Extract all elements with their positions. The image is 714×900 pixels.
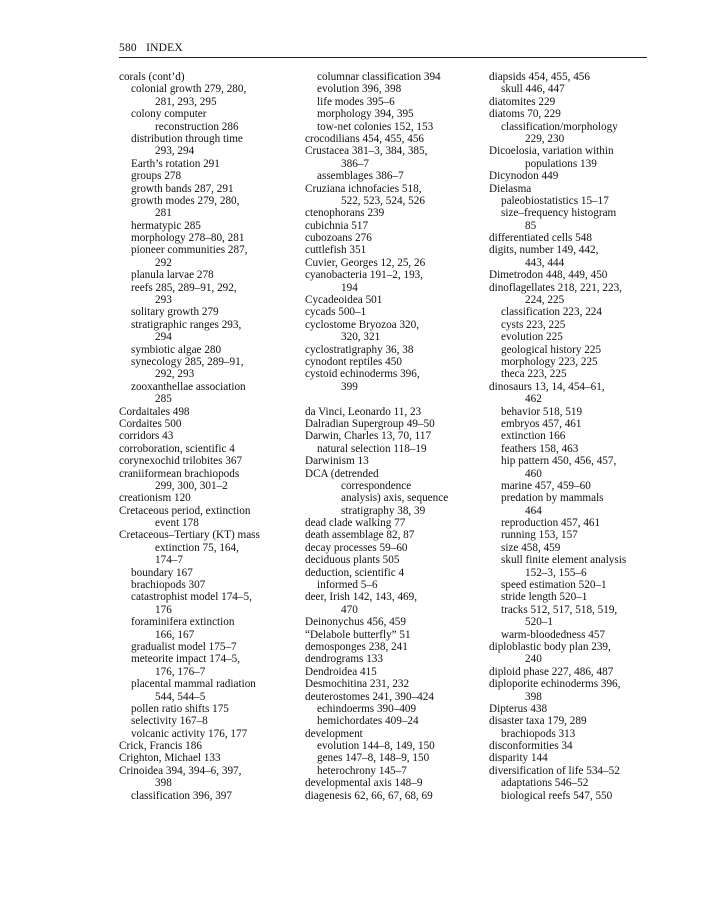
index-entry: classification/morphology [501,120,618,133]
header-rule [119,57,647,58]
index-entry: cubichnia 517 [305,219,369,232]
index-entry: diatoms 70, 229 [489,108,561,121]
index-entry: 166, 167 [155,628,195,641]
index-entry: echindoerms 390–409 [317,702,417,715]
index-entry: solitary growth 279 [131,306,219,319]
index-entry: extinction 166 [501,430,566,443]
index-entry: classification 396, 397 [131,789,232,802]
index-entry: diatomites 229 [489,95,556,108]
index-entry: Crick, Francis 186 [119,740,202,753]
index-entry: corynexochid trilobites 367 [119,455,243,468]
index-entry: Dielasma [489,182,532,195]
index-entry: gradualist model 175–7 [131,640,237,653]
index-entry: 522, 523, 524, 526 [341,194,425,207]
index-entry: morphology 223, 225 [501,355,598,368]
index-entry: groups 278 [131,170,182,183]
index-entry: reconstruction 286 [155,120,239,133]
index-entry: geological history 225 [501,343,602,356]
index-entry: 294 [155,331,172,344]
index-entry: diagenesis 62, 66, 67, 68, 69 [305,789,433,802]
page-number: 580 [119,42,137,54]
index-entry: distribution through time [131,132,243,145]
index-entry: colonial growth 279, 280, [131,83,247,96]
index-entry: columnar classification 394 [317,71,441,83]
index-entry: brachiopods 313 [501,727,576,740]
index-entry: feathers 158, 463 [501,442,579,455]
index-entry: dinoflagellates 218, 221, 223, [489,281,622,294]
index-entry: paleobiostatistics 15–17 [501,194,609,207]
index-entry: colony computer [131,108,207,121]
index-entry: 240 [525,653,542,666]
index-entry: skull finite element analysis [501,554,627,567]
index-entry: 152–3, 155–6 [525,566,587,579]
index-entry: 544, 544–5 [155,690,206,703]
index-entry: developmental axis 148–9 [305,777,423,790]
index-entry: craniiformean brachiopods [119,467,240,480]
index-entry: natural selection 118–19 [317,442,427,455]
index-entry: Dendroidea 415 [305,665,377,678]
index-entry: cyanobacteria 191–2, 193, [305,269,424,282]
index-entry: foraminifera extinction [131,616,235,629]
index-entry: 174–7 [155,554,183,567]
index-entry: digits, number 149, 442, [489,244,599,257]
index-entry: reproduction 457, 461 [501,517,601,530]
index-entry: evolution 396, 398 [317,83,402,96]
index-entry: size–frequency histogram [501,207,617,220]
index-entry: predation by mammals [501,492,604,505]
index-entry: 399 [341,380,358,393]
index-entry: 281 [155,207,172,220]
index-entry: behavior 518, 519 [501,405,583,418]
index-entry: diversification of life 534–52 [489,764,620,777]
index-entry: cuttlefish 351 [305,244,367,257]
index-entry: 462 [525,393,542,406]
index-entry: 194 [341,281,358,294]
index-entry: planula larvae 278 [131,269,214,282]
index-entry: 460 [525,467,542,480]
index-entry: running 153, 157 [501,529,578,542]
index-entry: cycads 500–1 [305,306,367,319]
index-entry: 285 [155,393,172,406]
index-entry: corroboration, scientific 4 [119,442,235,455]
index-entry: 224, 225 [525,294,565,307]
index-entry: 176 [155,603,172,616]
index-entry: disparity 144 [489,752,548,765]
index-entry: ctenophorans 239 [305,207,385,220]
index-entry: heterochrony 145–7 [317,764,407,777]
index-entry: Cordaites 500 [119,417,182,430]
index-entry: diapsids 454, 455, 456 [489,71,590,83]
index-entry: corals (cont’d) [119,71,185,83]
index-entry: disconformities 34 [489,740,573,753]
index-entry: 299, 300, 301–2 [155,479,228,492]
index-entry: placental mammal radiation [131,678,256,691]
index-entry: 386–7 [341,157,369,170]
index-entry: 292, 293 [155,368,195,381]
index-entry: growth bands 287, 291 [131,182,234,195]
index-entry: classification 223, 224 [501,306,602,319]
index-entry: Cuvier, Georges 12, 25, 26 [305,256,426,269]
index-entry: Cycadeoidea 501 [305,294,383,307]
index-entry: 176, 176–7 [155,665,206,678]
index-entry: deuterostomes 241, 390–424 [305,690,434,703]
index-entry: hermatypic 285 [131,219,201,232]
index-entry: Cretaceous–Tertiary (KT) mass [119,529,260,542]
index-entry: correspondence [341,479,412,492]
index-entry [305,393,483,405]
index-entry: brachiopods 307 [131,579,206,592]
index-entry: growth modes 279, 280, [131,194,240,207]
index-entry: analysis) axis, sequence [341,492,449,505]
index-entry: speed estimation 520–1 [501,579,607,592]
running-header [119,42,183,54]
index-entry: 398 [155,777,172,790]
index-entry: pollen ratio shifts 175 [131,702,229,715]
index-entry: stratigraphic ranges 293, [131,318,242,331]
index-entry: cyclostratigraphy 36, 38 [305,343,414,356]
index-entry: dead clade walking 77 [305,517,406,530]
running-title: INDEX [146,42,183,54]
index-entry: skull 446, 447 [501,83,565,96]
index-entry: cyclostome Bryozoa 320, [305,318,420,331]
index-entry: tracks 512, 517, 518, 519, [501,603,618,616]
index-entry: size 458, 459 [501,541,561,554]
index-entry: corridors 43 [119,430,174,443]
index-entry: stratigraphy 38, 39 [341,504,426,517]
index-column-2 [305,71,483,802]
index-entry: adaptations 546–52 [501,777,589,790]
index-entry: event 178 [155,517,199,530]
index-entry: Crighton, Michael 133 [119,752,221,765]
index-entry: DCA (detrended [305,467,379,480]
index-entry: 320, 321 [341,331,381,344]
index-entry: life modes 395–6 [317,95,395,108]
index-entry: Earth’s rotation 291 [131,157,220,170]
index-entry: Cretaceous period, extinction [119,504,251,517]
index-column-1 [119,71,297,802]
index-entry: diploid phase 227, 486, 487 [489,665,614,678]
index-entry: differentiated cells 548 [489,232,592,245]
index-entry: embryos 457, 461 [501,417,582,430]
index-entry: Crustacea 381–3, 384, 385, [305,145,428,158]
index-entry: symbiotic algae 280 [131,343,222,356]
index-entry: Dicoelosia, variation within [489,145,614,158]
index-entry: pioneer communities 287, [131,244,248,257]
index-entry: demosponges 238, 241 [305,640,408,653]
index-entry: 292 [155,256,172,269]
index-entry: 443, 444 [525,256,565,269]
index-entry: zooxanthellae association [131,380,246,393]
index-entry: warm-bloodedness 457 [501,628,606,641]
index-entry: populations 139 [525,157,597,170]
index-entry: Dalradian Supergroup 49–50 [305,417,435,430]
index-entry: cystoid echinoderms 396, [305,368,420,381]
index-entry: development [305,727,363,740]
index-entry: stride length 520–1 [501,591,588,604]
index-entry: diploporite echinoderms 396, [489,678,621,691]
index-entry: crocodilians 454, 455, 456 [305,132,425,145]
index-entry: dinosaurs 13, 14, 454–61, [489,380,605,393]
index-entry: deer, Irish 142, 143, 469, [305,591,418,604]
index-entry: marine 457, 459–60 [501,479,591,492]
index-entry: 398 [525,690,542,703]
index-entry: 229, 230 [525,132,565,145]
index-entry: diploblastic body plan 239, [489,640,611,653]
index-entry: Desmochitina 231, 232 [305,678,410,691]
index-entry: 464 [525,504,542,517]
index-entry: Dicynodon 449 [489,170,559,183]
index-entry: Darwinism 13 [305,455,369,468]
index-entry: deduction, scientific 4 [305,566,405,579]
index-entry: 520–1 [525,616,553,629]
index-entry: creationism 120 [119,492,191,505]
index-entry: extinction 75, 164, [155,541,239,554]
index-entry: Cordaitales 498 [119,405,190,418]
index-entry: “Delabole butterfly” 51 [305,628,411,641]
index-entry: Cruziana ichnofacies 518, [305,182,422,195]
index-entry: 293, 294 [155,145,195,158]
index-entry: boundary 167 [131,566,193,579]
index-entry: hip pattern 450, 456, 457, [501,455,617,468]
index-entry: hemichordates 409–24 [317,715,419,728]
index-entry: cynodont reptiles 450 [305,355,402,368]
index-entry: theca 223, 225 [501,368,567,381]
index-entry: 85 [525,219,537,232]
index-entry: evolution 225 [501,331,563,344]
index-entry: selectivity 167–8 [131,715,208,728]
index-entry: Darwin, Charles 13, 70, 117 [305,430,432,443]
index-entry: catastrophist model 174–5, [131,591,252,604]
index-entry: cubozoans 276 [305,232,372,245]
index-entry: death assemblage 82, 87 [305,529,415,542]
index-entry: 293 [155,294,172,307]
index-entry: 281, 293, 295 [155,95,217,108]
index-entry: tow-net colonies 152, 153 [317,120,434,133]
index-entry: morphology 394, 395 [317,108,414,121]
index-column-3 [489,71,649,802]
index-entry: dendrograms 133 [305,653,383,666]
index-entry: Crinoidea 394, 394–6, 397, [119,764,242,777]
index-entry: reefs 285, 289–91, 292, [131,281,237,294]
index-entry: morphology 278–80, 281 [131,232,245,245]
index-entry: synecology 285, 289–91, [131,355,244,368]
index-entry: Deinonychus 456, 459 [305,616,406,629]
index-entry: decay processes 59–60 [305,541,408,554]
index-entry: biological reefs 547, 550 [501,789,613,802]
index-entry: Dimetrodon 448, 449, 450 [489,269,608,282]
index-entry: 470 [341,603,358,616]
index-entry: informed 5–6 [317,579,378,592]
index-entry: da Vinci, Leonardo 11, 23 [305,405,422,418]
index-entry: genes 147–8, 148–9, 150 [317,752,430,765]
index-entry: volcanic activity 176, 177 [131,727,248,740]
index-entry: evolution 144–8, 149, 150 [317,740,435,753]
index-entry: disaster taxa 179, 289 [489,715,587,728]
index-entry: deciduous plants 505 [305,554,400,567]
index-entry: assemblages 386–7 [317,170,404,183]
index-entry: meteorite impact 174–5, [131,653,241,666]
index-entry: Dipterus 438 [489,702,548,715]
index-entry: cysts 223, 225 [501,318,566,331]
